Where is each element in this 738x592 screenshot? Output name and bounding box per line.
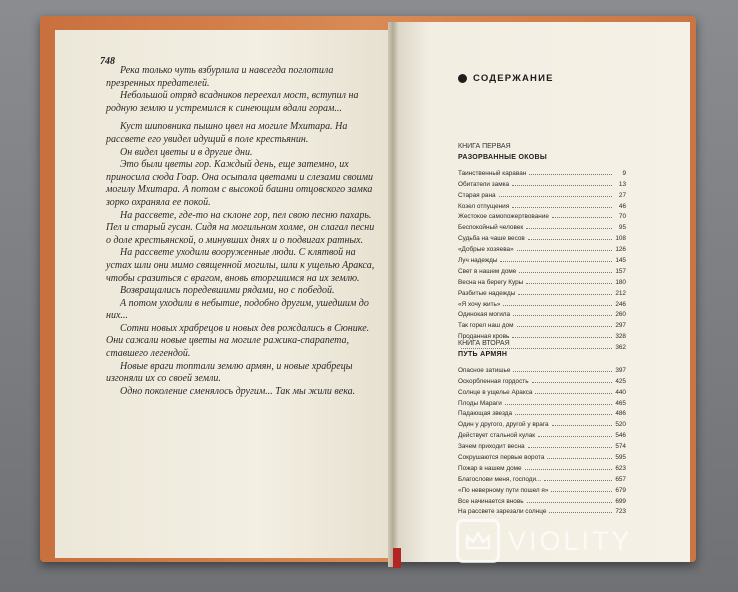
- toc-header: [458, 73, 554, 84]
- toc-entry: Опасное затишье 397: [458, 366, 626, 374]
- toc-entry: Разбитые надежды 212: [458, 289, 626, 297]
- toc-entry: Падающая звезда 486: [458, 410, 626, 418]
- toc-entry: Беспокойный человек 95: [458, 224, 626, 232]
- toc-entry: На рассвете зарезали солнце 723: [458, 508, 626, 516]
- book-one-label: КНИГА ПЕРВАЯ: [458, 143, 511, 150]
- paragraph: Возвращались поредевшими рядами, но с победой.: [120, 285, 335, 297]
- toc-entry: Действует стальной кулак 546: [458, 432, 626, 440]
- toc-list-book-one: [458, 166, 626, 351]
- paragraph: А потом уходили в небытие, подобно другим, ушедшим до них...: [106, 297, 369, 322]
- toc-entry: Сокрушаются первые ворота 595: [458, 454, 626, 462]
- crown-logo-icon: [456, 519, 500, 563]
- toc-entry: Жестокое самопожертвование 70: [458, 213, 626, 221]
- book-two-label: КНИГА ВТОРАЯ: [458, 340, 510, 347]
- toc-entry: 362: [458, 340, 626, 351]
- book-two-title: ПУТЬ АРМЯН: [458, 351, 508, 358]
- paragraph: Это были цветы гор. Каждый день, еще затемно, их приносила сюда Гоар. Она осыпала цветами и слезами своими могилу Мхитара. А потом с высокой башни отцовского замка зорко охраняла ее покой.: [106, 159, 374, 208]
- toc-entry: Все начинается вновь 699: [458, 497, 626, 505]
- bullet-icon: [458, 74, 467, 83]
- book-spine: [388, 22, 398, 567]
- toc-entry: Солнце в ущелье Аракса 440: [458, 388, 626, 396]
- toc-entry: Таинственный караван 9: [458, 169, 626, 177]
- paragraph: Он видел цветы и в другие дни.: [120, 146, 253, 158]
- watermark: [456, 519, 633, 563]
- toc-title: СОДЕРЖАНИЕ: [473, 73, 554, 84]
- toc-entry: «Добрые хозяева» 126: [458, 246, 626, 254]
- paragraph: Новые враги топтали землю армян, и новые храбрецы изгоняли их со своей земли.: [106, 360, 353, 385]
- toc-entry: Весна на берегу Куры 180: [458, 278, 626, 286]
- paragraph: Небольшой отряд всадников переехал мост, вступил на родную землю и устремился к синеющим вдали горам...: [106, 90, 359, 114]
- paragraph: Одно поколение сменялось другим... Так мы жили века.: [120, 385, 356, 397]
- bookmark-ribbon: [393, 548, 401, 568]
- toc-entry: Так горел наш дом 297: [458, 322, 626, 330]
- paragraph: На рассвете, где-то на склоне гор, пел свою песню пахарь. Пел и старый гусан. Сидя на могильном холме, он слагал песни о доле крестьянской, о минувших днях и о подвигах ратных.: [106, 209, 375, 246]
- toc-entry: Луч надежды 145: [458, 257, 626, 265]
- toc-entry: Зачем приходит весна 574: [458, 443, 626, 451]
- page-number: 748: [100, 56, 115, 67]
- toc-entry: Проданная кровь 328: [458, 333, 626, 341]
- paragraph: Куст шиповника пышно цвел на могиле Мхитара. На рассвете его увидел идущий в поле крестьянин.: [106, 121, 348, 145]
- toc-entry: Судьба на чаше весов 108: [458, 235, 626, 243]
- toc-entry: Одинокая могила 260: [458, 311, 626, 319]
- toc-entry: Козел отпущения 46: [458, 202, 626, 210]
- toc-entry: Старая рана 27: [458, 191, 626, 199]
- toc-list-book-two: [458, 363, 626, 515]
- toc-entry: Обитатели замка 13: [458, 180, 626, 188]
- toc-entry: «Я хочу жить» 246: [458, 300, 626, 308]
- left-page-text: [106, 65, 378, 398]
- toc-entry: Плоды Мараги 465: [458, 399, 626, 407]
- paragraph: Сотни новых храбрецов и новых дев рождались в Сюнике. Они сажали новые цветы на могиле ражика-спарапета, ставшего легендой.: [106, 322, 370, 360]
- paragraph: Река только чуть взбурлила и навсегда поглотила презренных предателей.: [106, 65, 334, 89]
- paragraph: На рассвете уходили вооруженные люди. С клятвой на устах шли они мимо священной могилы, шли к ущелью Аракса, чтобы сразиться с врагом, вновь вторгшимся на их землю.: [106, 247, 375, 284]
- watermark-text: VIOLITY: [508, 525, 633, 556]
- toc-entry: Благослови меня, господи... 657: [458, 475, 626, 483]
- toc-entry: «По неверному пути пошел я» 679: [458, 486, 626, 494]
- toc-entry: Пожар в нашем доме 623: [458, 464, 626, 472]
- toc-entry: Свет в нашем доме 157: [458, 267, 626, 275]
- book-one-title: РАЗОРВАННЫЕ ОКОВЫ: [458, 154, 548, 161]
- toc-entry: Оскорбленная гордость 425: [458, 377, 626, 385]
- toc-entry: Один у другого, другой у врага 520: [458, 421, 626, 429]
